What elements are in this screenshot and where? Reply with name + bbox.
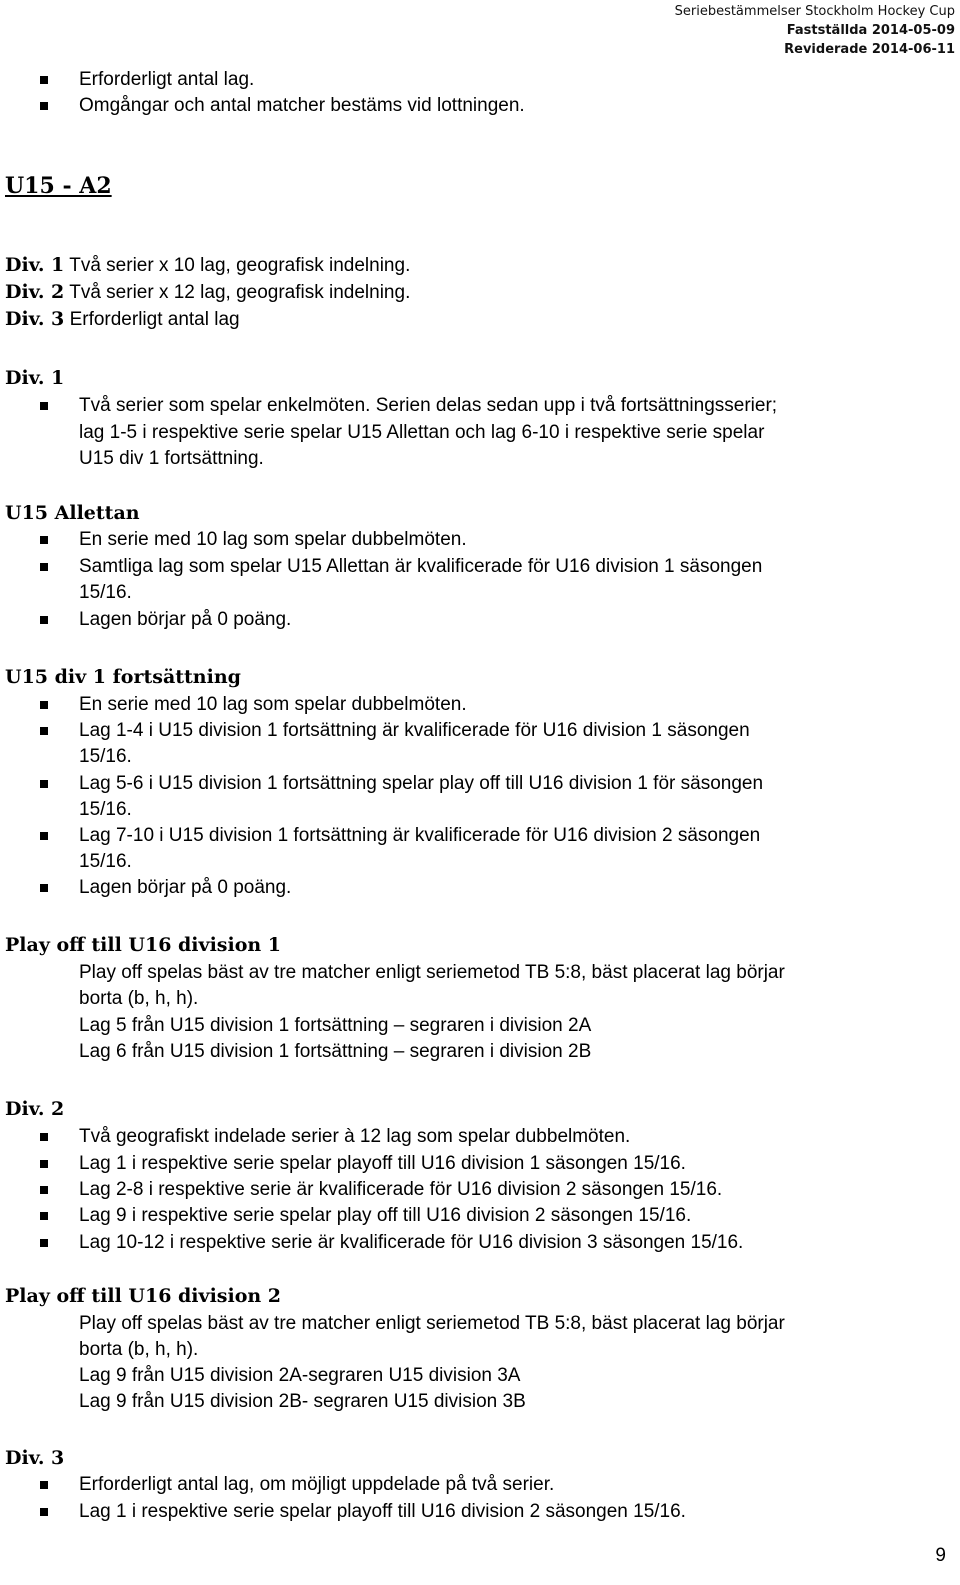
playoff2-line4: Lag 9 från U15 division 2B- segraren U15 division 3B <box>79 1391 526 1412</box>
intro-bullet-1: Erforderligt antal lag. <box>79 69 255 90</box>
div2-bullet-4: Lag 9 i respektive serie spelar play off till U16 division 2 säsongen 15/16. <box>79 1205 692 1226</box>
bullet-icon <box>40 563 48 571</box>
page-header <box>675 2 955 59</box>
div2-bullet-5: Lag 10-12 i respektive serie är kvalificerade för U16 division 3 säsongen 15/16. <box>79 1232 744 1253</box>
intro-bullet-2: Omgångar och antal matcher bestäms vid lottningen. <box>79 95 525 116</box>
allettan-bullet-1: En serie med 10 lag som spelar dubbelmöten. <box>79 529 467 550</box>
playoff2-line1: Play off spelas bäst av tre matcher enligt seriemetod TB 5:8, bäst placerat lag börjar <box>79 1313 785 1334</box>
fort-bullet-2-line2: 15/16. <box>79 746 132 767</box>
playoff1-line3: Lag 5 från U15 division 1 fortsättning – segraren i division 2A <box>79 1015 592 1036</box>
div-overview-1 <box>5 252 410 279</box>
header-established-date: Fastställda 2014-05-09 <box>786 23 955 38</box>
bullet-icon <box>40 1239 48 1247</box>
div1-bullet-line1: Två serier som spelar enkelmöten. Serien delas sedan upp i två fortsättningsserier; <box>79 395 778 416</box>
section-title-div1: Div. 1 <box>5 367 65 389</box>
section-title-div1-fortsattning: U15 div 1 fortsättning <box>5 666 241 688</box>
fort-bullet-4-line2: 15/16. <box>79 851 132 872</box>
div-label: Div. 2 <box>5 281 65 303</box>
fort-bullet-3-line1: Lag 5-6 i U15 division 1 fortsättning spelar play off till U16 division 1 för säsongen <box>79 773 764 794</box>
fort-bullet-3-line2: 15/16. <box>79 799 132 820</box>
bullet-icon <box>40 1133 48 1141</box>
bullet-icon <box>40 1186 48 1194</box>
playoff1-line4: Lag 6 från U15 division 1 fortsättning – segraren i division 2B <box>79 1041 592 1062</box>
div-text: Två serier x 12 lag, geografisk indelning. <box>69 282 411 303</box>
div2-bullet-2: Lag 1 i respektive serie spelar playoff till U16 division 1 säsongen 15/16. <box>79 1153 686 1174</box>
allettan-bullet-2-line1: Samtliga lag som spelar U15 Allettan är kvalificerade för U16 division 1 säsongen <box>79 556 763 577</box>
bullet-icon <box>40 1481 48 1489</box>
bullet-icon <box>40 1212 48 1220</box>
div-text: Erforderligt antal lag <box>69 309 240 330</box>
section-title-allettan: U15 Allettan <box>5 502 140 524</box>
fort-bullet-5: Lagen börjar på 0 poäng. <box>79 877 292 898</box>
fort-bullet-4-line1: Lag 7-10 i U15 division 1 fortsättning är kvalificerade för U16 division 2 säsongen <box>79 825 761 846</box>
bullet-icon <box>40 701 48 709</box>
header-revised-date: Reviderade 2014-06-11 <box>784 42 955 57</box>
allettan-bullet-3: Lagen börjar på 0 poäng. <box>79 609 292 630</box>
div1-bullet-line3: U15 div 1 fortsättning. <box>79 448 264 469</box>
section-title-u15-a2: U15 - A2 <box>5 173 112 199</box>
section-title-div2: Div. 2 <box>5 1098 65 1120</box>
div-label: Div. 1 <box>5 254 65 276</box>
bullet-icon <box>40 780 48 788</box>
playoff1-line2: borta (b, h, h). <box>79 988 199 1009</box>
div-label: Div. 3 <box>5 308 65 330</box>
playoff1-line1: Play off spelas bäst av tre matcher enligt seriemetod TB 5:8, bäst placerat lag börjar <box>79 962 785 983</box>
bullet-icon <box>40 102 48 110</box>
bullet-icon <box>40 536 48 544</box>
div3-bullet-2: Lag 1 i respektive serie spelar playoff till U16 division 2 säsongen 15/16. <box>79 1501 686 1522</box>
fort-bullet-2-line1: Lag 1-4 i U15 division 1 fortsättning är kvalificerade för U16 division 1 säsongen <box>79 720 750 741</box>
header-title: Seriebestämmelser Stockholm Hockey Cup <box>674 4 955 19</box>
div2-bullet-1: Två geografiskt indelade serier à 12 lag som spelar dubbelmöten. <box>79 1126 631 1147</box>
bullet-icon <box>40 1508 48 1516</box>
bullet-icon <box>40 402 48 410</box>
page-number: 9 <box>935 1545 946 1566</box>
allettan-bullet-2-line2: 15/16. <box>79 582 132 603</box>
bullet-icon <box>40 884 48 892</box>
section-title-playoff-div2: Play off till U16 division 2 <box>5 1285 282 1307</box>
bullet-icon <box>40 727 48 735</box>
div1-bullet-line2: lag 1-5 i respektive serie spelar U15 Allettan och lag 6-10 i respektive serie spelar <box>79 422 765 443</box>
bullet-icon <box>40 616 48 624</box>
div-text: Två serier x 10 lag, geografisk indelning. <box>69 255 411 276</box>
fort-bullet-1: En serie med 10 lag som spelar dubbelmöten. <box>79 694 467 715</box>
bullet-icon <box>40 76 48 84</box>
section-title-div3: Div. 3 <box>5 1447 65 1469</box>
section-title-playoff-div1: Play off till U16 division 1 <box>5 934 282 956</box>
bullet-icon <box>40 1160 48 1168</box>
div-overview-2 <box>5 279 410 306</box>
div2-bullet-3: Lag 2-8 i respektive serie är kvalificerade för U16 division 2 säsongen 15/16. <box>79 1179 723 1200</box>
bullet-icon <box>40 832 48 840</box>
playoff2-line2: borta (b, h, h). <box>79 1339 199 1360</box>
div3-bullet-1: Erforderligt antal lag, om möjligt uppdelade på två serier. <box>79 1474 555 1495</box>
playoff2-line3: Lag 9 från U15 division 2A-segraren U15 division 3A <box>79 1365 521 1386</box>
div-overview-3 <box>5 306 240 333</box>
